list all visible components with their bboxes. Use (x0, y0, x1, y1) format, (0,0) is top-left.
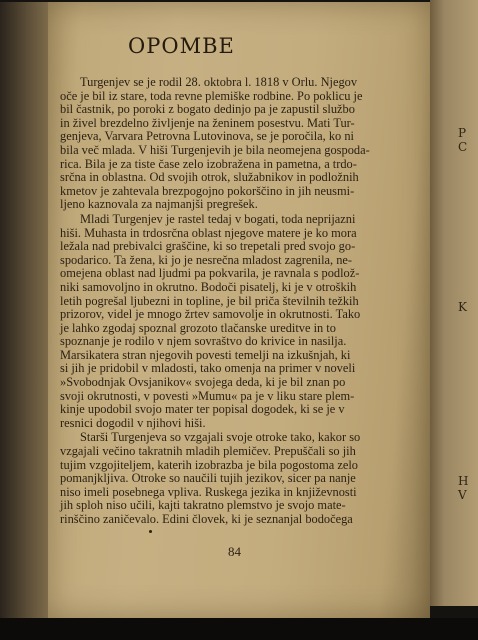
paragraph (60, 213, 406, 431)
text-line: in živel brezdelno življenje na ženinem posestvu. Mati Tur- (60, 115, 355, 130)
text-line: vzgajali večino takratnih mladih plemičev. Prepuščali so jih (60, 444, 356, 459)
text-line: Turgenjev se je rodil 28. oktobra l. 1818 v Orlu. Njegov (80, 75, 358, 89)
text-line: letih pogrešal ljubezni in topline, je bil priča številnih težkih (60, 293, 359, 308)
text-line: resnici dogodil v njihovi hiši. (60, 415, 206, 430)
facing-page-glyph: H (458, 474, 469, 488)
text-line: spodarico. Ta žena, ki jo je nesrečna mladost zagrenila, ne- (60, 252, 353, 267)
text-line: hiši. Muhasta in trdosrčna oblast njegove matere je ko mora (60, 225, 357, 240)
text-line: pomanjkljiva. Otroke so naučili tujih jezikov, sicer pa nanje (60, 471, 356, 486)
text-line: bila več mlada. V hiši Turgenjevih je bila neomejena gospoda- (60, 142, 370, 157)
text-line: oče je bil iz stare, toda revne plemiške rodbine. Po poklicu je (60, 88, 363, 103)
text-line: bil častnik, po poroki z bogato dedinjo pa je zapustil službo (60, 102, 355, 117)
page-number: 84 (228, 544, 241, 559)
text-line: niso imeli posebnega vpliva. Ruskega jezika in književnosti (60, 484, 357, 499)
text-line: »Svobodnjak Ovsjanikov« svojega deda, ki je bil znan po (60, 375, 346, 390)
text-line: kinje upodobil svojo mater ter popisal dogodek, ki se je v (60, 402, 345, 417)
text-line: svoji okrutnosti, v povesti »Mumu« pa je v liku stare plem- (60, 388, 355, 403)
text-line: spoznanje je rodilo v njem sovraštvo do krivice in nasilja. (60, 334, 347, 349)
text-line: Starši Turgenjeva so vzgajali svoje otroke tako, kakor so (80, 430, 361, 445)
facing-page-glyph: V (458, 488, 467, 502)
facing-page-glyph: C (458, 140, 468, 154)
facing-page-glyph: K (458, 300, 467, 314)
table-shadow (0, 618, 478, 640)
text-line: si jih je pridobil v mladosti, tako omenja na primer v noveli (60, 361, 356, 376)
text-line: prizorov, videl je mnogo žrtev samovolje in okrutnosti. Tako (60, 307, 361, 322)
text-line: ležala nad prebivalci graščine, ki so trepetali pred svojo go- (60, 239, 356, 254)
body-text (60, 76, 406, 528)
text-line: kmetov je zahtevala brezpogojno pokorščino in jih neusmi- (60, 183, 355, 198)
facing-page-glyph: P (458, 126, 467, 140)
text-line: ljeno kaznovala za najmanjši pregrešek. (60, 197, 258, 212)
text-line: tujim vzgojiteljem, katerih izobrazba je bila pogostoma zelo (60, 457, 358, 472)
paragraph (60, 76, 406, 212)
text-line: rica. Bila je za tiste čase zelo izobražena in pametna, a trdo- (60, 156, 357, 171)
text-line: jih sploh niso učili, kajti takratno plemstvo je svojo mate- (60, 498, 346, 513)
facing-page-edge (430, 0, 478, 606)
text-line: omejena oblast nad ljudmi pa pokvarila, je ravnala s podlož- (60, 266, 360, 281)
text-line: rinščino zaničevalo. Edini človek, ki je seznanjal bodočega (60, 512, 353, 526)
text-line: niki samovoljno in okrutno. Bodoči pisatelj, ki je v otroških (60, 279, 357, 294)
paragraph (60, 431, 406, 526)
ink-dot (149, 530, 152, 533)
text-line: genjeva, Varvara Petrovna Lutovinova, se je poročila, ko ni (60, 129, 354, 144)
text-line: srčna in oblastna. Od svojih otrok, služabnikov in podložnih (60, 170, 359, 185)
text-line: Marsikatera stran njegovih povesti temelji na izkušnjah, ki (60, 347, 351, 362)
page-title: OPOMBE (128, 34, 235, 58)
text-line: je lahko zgodaj spoznal grozoto tlačanske ureditve in to (60, 320, 336, 335)
text-line: Mladi Turgenjev je rastel tedaj v bogati, toda neprijazni (80, 211, 356, 226)
